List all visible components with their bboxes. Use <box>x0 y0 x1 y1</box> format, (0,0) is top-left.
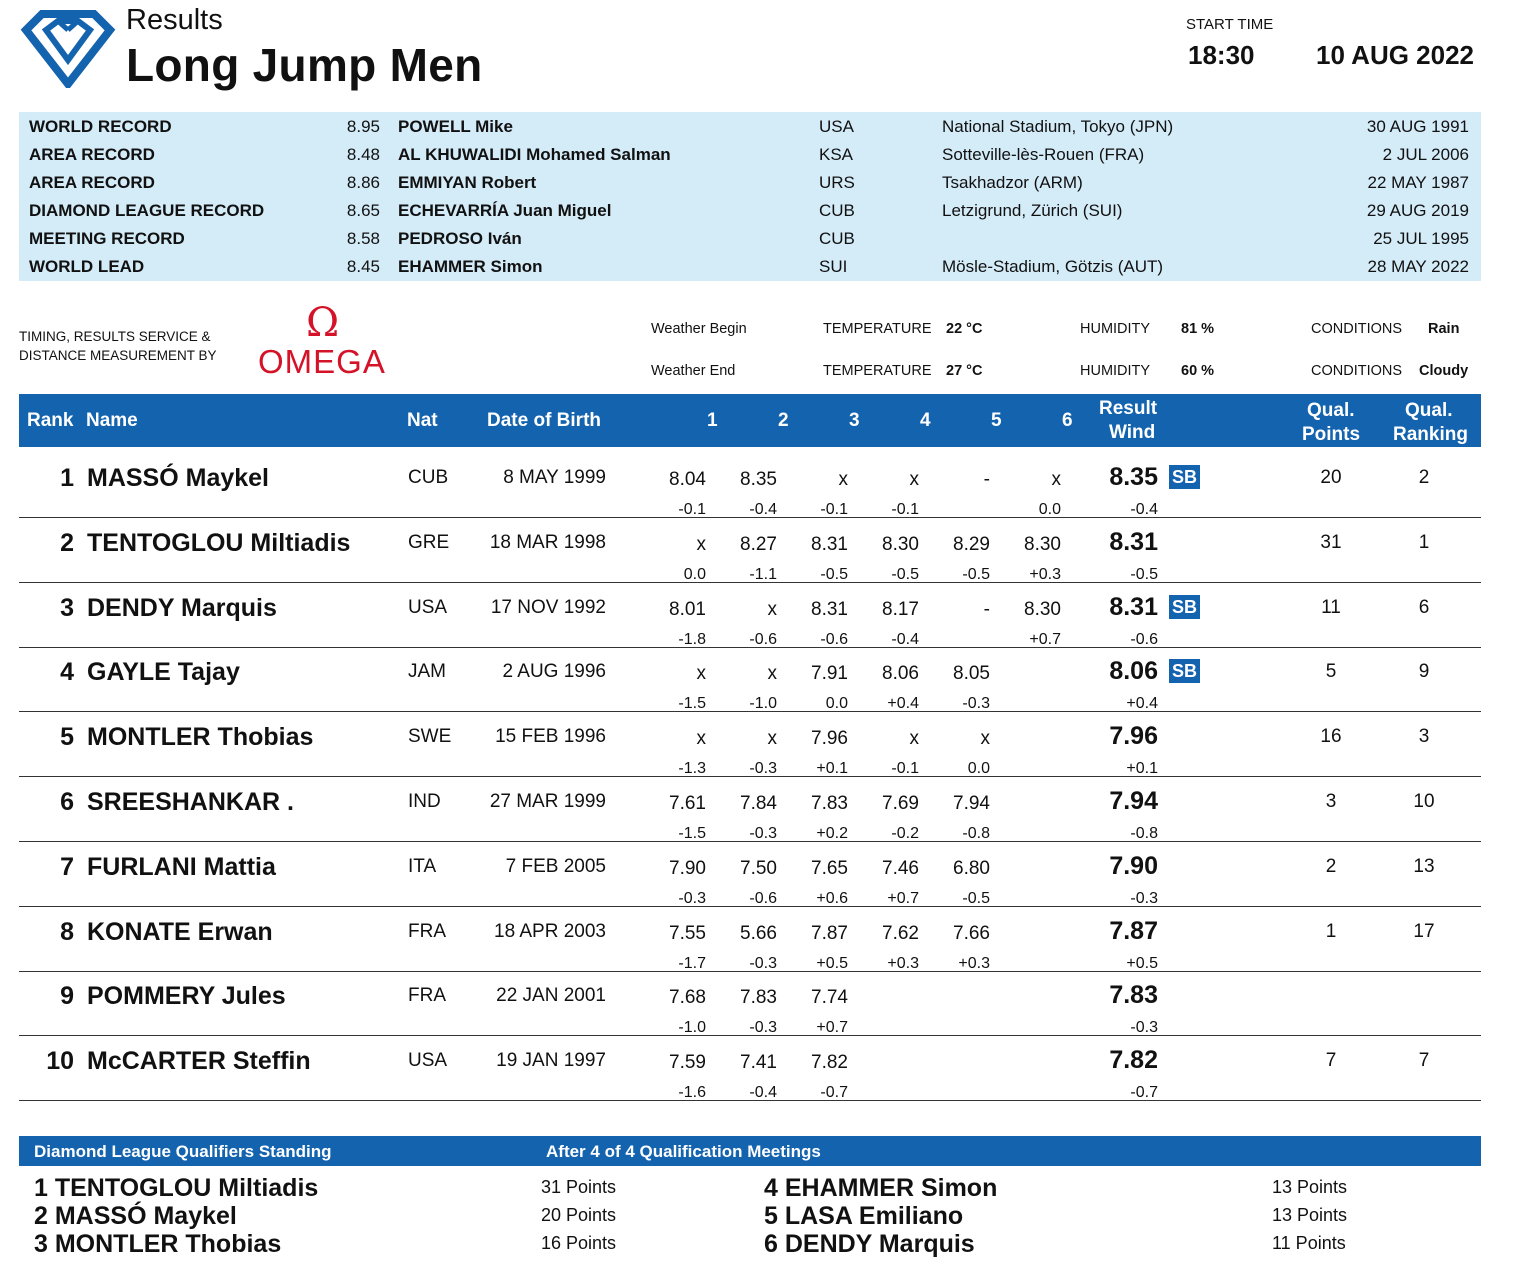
qual-points: 1 <box>1325 920 1337 942</box>
start-time-label: START TIME <box>1186 16 1274 33</box>
attempt-5: - <box>983 469 990 490</box>
attempt-wind-5: -0.8 <box>962 825 990 842</box>
table-row <box>19 842 1481 907</box>
attempt-2: 7.50 <box>740 857 777 879</box>
attempt-wind-2: -0.3 <box>749 760 777 778</box>
result-wind: -0.5 <box>1130 565 1158 583</box>
attempt-2: 7.84 <box>740 793 777 814</box>
athlete-rank: 4 <box>60 658 74 687</box>
qual-points: 11 <box>1321 596 1341 618</box>
record-mark: 8.86 <box>346 173 380 192</box>
table-row <box>19 453 1481 518</box>
attempt-wind-3: -0.1 <box>820 501 848 518</box>
record-mark: 8.58 <box>346 229 380 248</box>
qual-ranking: 2 <box>1418 467 1430 488</box>
attempt-3: 8.31 <box>811 598 848 620</box>
result-mark: 7.87 <box>1109 916 1158 945</box>
record-row <box>19 140 1481 168</box>
attempt-1: 8.01 <box>669 598 706 620</box>
event-date: 10 AUG 2022 <box>1316 40 1475 70</box>
record-date: 22 MAY 1987 <box>1367 173 1469 192</box>
qual-ranking: 1 <box>1418 531 1430 553</box>
weather-begin-temp-label: TEMPERATURE <box>823 321 932 337</box>
attempt-wind-3: +0.1 <box>816 760 848 778</box>
col-rank: Rank <box>27 410 74 431</box>
weather-end-conditions-label: CONDITIONS <box>1311 363 1403 379</box>
result-mark: 8.35 <box>1109 463 1158 491</box>
attempt-3: 8.31 <box>811 533 848 555</box>
standings-name: 6 DENDY Marquis <box>764 1230 975 1258</box>
attempt-wind-2: -0.4 <box>749 1084 777 1102</box>
standings-points: 20 Points <box>541 1205 617 1225</box>
record-venue: Tsakhadzor (ARM) <box>942 173 1083 192</box>
record-holder: EHAMMER Simon <box>398 257 543 276</box>
page-header <box>0 0 1536 110</box>
table-row <box>19 777 1481 842</box>
event-title: Long Jump Men <box>126 39 483 91</box>
attempt-wind-2: -0.3 <box>749 1019 777 1037</box>
record-type: MEETING RECORD <box>29 229 185 248</box>
attempt-5: 7.94 <box>953 793 990 814</box>
record-nat: KSA <box>819 145 854 164</box>
table-row <box>19 583 1481 648</box>
attempt-5: 6.80 <box>953 857 990 879</box>
attempt-5: x <box>980 728 990 750</box>
attempt-wind-6: +0.3 <box>1029 565 1061 583</box>
record-holder: EMMIYAN Robert <box>398 173 537 192</box>
standings-subtitle: After 4 of 4 Qualification Meetings <box>546 1142 821 1161</box>
athlete-name: MONTLER Thobias <box>87 723 314 752</box>
attempt-4: 8.17 <box>882 598 919 620</box>
attempt-1: 8.04 <box>669 469 706 490</box>
standings-points: 16 Points <box>541 1233 617 1253</box>
attempt-6: 8.30 <box>1024 533 1061 555</box>
attempt-3: 7.74 <box>811 987 848 1009</box>
record-venue: National Stadium, Tokyo (JPN) <box>942 117 1174 136</box>
attempt-wind-3: -0.7 <box>820 1084 848 1102</box>
result-mark: 8.31 <box>1109 527 1158 556</box>
attempt-wind-2: -1.1 <box>749 565 777 583</box>
attempt-2: 8.27 <box>740 533 777 555</box>
result-wind: -0.4 <box>1130 501 1158 518</box>
timing-line-2: DISTANCE MEASUREMENT BY <box>19 348 217 363</box>
attempt-wind-6: +0.7 <box>1029 630 1061 648</box>
record-nat: URS <box>819 173 855 192</box>
attempt-2: 8.35 <box>740 469 777 490</box>
record-venue: Letzigrund, Zürich (SUI) <box>942 201 1123 220</box>
attempt-3: 7.87 <box>811 922 848 944</box>
weather-end-conditions: Cloudy <box>1419 363 1469 379</box>
result-wind: -0.3 <box>1130 889 1158 907</box>
table-row <box>19 518 1481 583</box>
attempt-6: x <box>1051 469 1061 490</box>
attempt-2: 7.41 <box>740 1052 777 1074</box>
weather-begin-label: Weather Begin <box>651 321 747 337</box>
attempt-wind-2: -0.4 <box>749 501 777 518</box>
athlete-dob: 22 JAN 2001 <box>496 985 606 1007</box>
attempt-wind-5: +0.3 <box>958 954 990 972</box>
weather-begin-humidity: 81 % <box>1181 321 1215 337</box>
record-mark: 8.95 <box>346 117 380 136</box>
attempt-wind-1: -1.8 <box>678 630 706 648</box>
attempt-4: 7.69 <box>882 793 919 814</box>
attempt-wind-4: +0.3 <box>887 954 919 972</box>
attempt-wind-2: -1.0 <box>749 695 777 713</box>
weather-end-humidity: 60 % <box>1181 363 1215 379</box>
attempt-wind-6: 0.0 <box>1038 501 1061 518</box>
col-name: Name <box>86 410 138 431</box>
athlete-dob: 8 MAY 1999 <box>503 467 606 488</box>
athlete-dob: 18 APR 2003 <box>494 920 606 942</box>
standings-title: Diamond League Qualifiers Standing <box>34 1142 332 1161</box>
attempt-3: 7.96 <box>811 728 848 750</box>
record-type: WORLD LEAD <box>29 257 145 276</box>
qual-points: 5 <box>1325 661 1337 683</box>
athlete-rank: 8 <box>60 917 74 946</box>
athlete-rank: 6 <box>60 788 74 816</box>
result-mark: 7.90 <box>1109 851 1158 880</box>
record-nat: CUB <box>819 229 855 248</box>
athlete-dob: 7 FEB 2005 <box>505 855 606 877</box>
col-attempt-2: 2 <box>778 410 789 431</box>
attempt-wind-3: +0.5 <box>816 954 848 972</box>
timing-line-1: TIMING, RESULTS SERVICE & <box>19 329 211 344</box>
weather-begin-conditions: Rain <box>1428 321 1460 337</box>
record-date: 2 JUL 2006 <box>1382 145 1469 164</box>
athlete-name: TENTOGLOU Miltiadis <box>87 528 351 557</box>
attempt-1: x <box>696 533 706 555</box>
attempt-wind-4: -0.1 <box>891 501 919 518</box>
qual-ranking: 17 <box>1413 920 1435 942</box>
athlete-name: SREESHANKAR . <box>87 788 294 816</box>
result-mark: 8.31 <box>1109 592 1158 621</box>
col-nat: Nat <box>407 410 438 431</box>
attempt-wind-1: -1.7 <box>678 954 706 972</box>
results-table-header <box>19 394 1481 447</box>
athlete-nat: JAM <box>408 661 446 683</box>
season-best-badge: SB <box>1169 465 1200 489</box>
attempt-wind-3: -0.6 <box>820 630 848 648</box>
record-date: 29 AUG 2019 <box>1366 201 1469 220</box>
athlete-nat: FRA <box>408 920 446 942</box>
attempt-wind-4: +0.4 <box>887 695 919 713</box>
attempt-1: x <box>696 728 706 750</box>
omega-symbol-icon: Ω <box>306 300 340 346</box>
athlete-rank: 10 <box>46 1047 74 1076</box>
weather-end-temp-label: TEMPERATURE <box>823 363 932 379</box>
diamond-league-logo-icon <box>20 8 116 88</box>
col-attempt-1: 1 <box>707 410 718 431</box>
records-table <box>19 112 1481 281</box>
attempt-5: - <box>983 598 990 620</box>
col-attempt-3: 3 <box>849 410 860 431</box>
attempt-3: 7.65 <box>811 857 848 879</box>
athlete-name: DENDY Marquis <box>87 593 277 622</box>
attempt-wind-4: -0.4 <box>891 630 919 648</box>
athlete-rank: 7 <box>60 852 74 881</box>
result-wind: -0.8 <box>1130 825 1158 842</box>
athlete-rank: 1 <box>60 464 74 492</box>
athlete-nat: ITA <box>408 855 437 877</box>
attempt-wind-5: -0.5 <box>962 889 990 907</box>
col-attempt-6: 6 <box>1062 410 1073 431</box>
athlete-name: McCARTER Steffin <box>87 1047 311 1076</box>
attempt-1: 7.55 <box>669 922 706 944</box>
attempt-wind-3: 0.0 <box>825 695 848 713</box>
record-holder: POWELL Mike <box>398 117 513 136</box>
attempt-2: x <box>767 663 777 685</box>
table-row <box>19 971 1481 1036</box>
attempt-wind-5: -0.3 <box>962 695 990 713</box>
athlete-name: POMMERY Jules <box>87 982 286 1011</box>
attempt-wind-2: -0.3 <box>749 954 777 972</box>
record-nat: CUB <box>819 201 855 220</box>
athlete-dob: 18 MAR 1998 <box>489 531 606 553</box>
attempt-4: x <box>909 728 919 750</box>
result-mark: 7.82 <box>1109 1046 1158 1075</box>
result-wind: +0.5 <box>1126 954 1158 972</box>
attempt-wind-3: +0.2 <box>816 825 848 842</box>
athlete-dob: 27 MAR 1999 <box>489 791 606 812</box>
record-type: DIAMOND LEAGUE RECORD <box>29 201 265 220</box>
attempt-wind-4: +0.7 <box>887 889 919 907</box>
athlete-dob: 2 AUG 1996 <box>502 661 606 683</box>
standings-name: 2 MASSÓ Maykel <box>34 1202 237 1230</box>
record-row <box>19 112 1481 140</box>
qual-ranking: 7 <box>1418 1050 1430 1072</box>
standings-name: 3 MONTLER Thobias <box>34 1230 282 1258</box>
record-holder: PEDROSO Iván <box>398 229 522 248</box>
season-best-badge: SB <box>1169 659 1200 683</box>
attempt-wind-1: -1.3 <box>678 760 706 778</box>
attempt-4: 7.62 <box>882 922 919 944</box>
athlete-nat: USA <box>408 1050 448 1072</box>
col-result: Result <box>1099 398 1158 419</box>
timing-credit <box>19 327 217 365</box>
attempt-3: x <box>838 469 848 490</box>
athlete-nat: SWE <box>408 726 452 748</box>
attempt-3: 7.82 <box>811 1052 848 1074</box>
attempt-2: 7.83 <box>740 987 777 1009</box>
col-attempt-5: 5 <box>991 410 1002 431</box>
col-attempt-4: 4 <box>920 410 931 431</box>
record-row <box>19 224 1481 252</box>
weather-begin-humidity-label: HUMIDITY <box>1080 321 1151 337</box>
attempt-4: x <box>909 469 919 490</box>
result-mark: 7.83 <box>1109 981 1158 1010</box>
record-mark: 8.48 <box>346 145 380 164</box>
attempt-wind-4: -0.1 <box>891 760 919 778</box>
result-wind: -0.3 <box>1130 1019 1158 1037</box>
record-row <box>19 252 1481 280</box>
record-date: 30 AUG 1991 <box>1366 117 1469 136</box>
athlete-rank: 3 <box>60 593 74 622</box>
attempt-wind-1: 0.0 <box>683 565 706 583</box>
athlete-nat: FRA <box>408 985 446 1007</box>
attempt-wind-4: -0.5 <box>891 565 919 583</box>
attempt-6: 8.30 <box>1024 598 1061 620</box>
attempt-wind-5: 0.0 <box>967 760 990 778</box>
col-wind: Wind <box>1109 422 1156 443</box>
attempt-1: 7.59 <box>669 1052 706 1074</box>
qual-ranking: 6 <box>1418 596 1430 618</box>
table-row <box>19 712 1481 777</box>
attempt-wind-3: +0.7 <box>816 1019 848 1037</box>
athlete-rank: 5 <box>60 723 74 752</box>
attempt-2: 5.66 <box>740 922 777 944</box>
weather-end-temp: 27 °C <box>946 363 983 379</box>
standings-points: 11 Points <box>1272 1233 1346 1253</box>
result-mark: 8.06 <box>1109 657 1158 686</box>
result-wind: +0.4 <box>1126 695 1158 713</box>
attempt-wind-4: -0.2 <box>891 825 919 842</box>
record-nat: USA <box>819 117 854 136</box>
attempt-wind-1: -1.6 <box>678 1084 706 1102</box>
attempt-wind-2: -0.6 <box>749 630 777 648</box>
result-wind: -0.6 <box>1130 630 1158 648</box>
standings-name: 5 LASA Emiliano <box>764 1202 964 1230</box>
weather-end-label: Weather End <box>651 363 736 379</box>
attempt-5: 8.05 <box>953 663 990 685</box>
results-label: Results <box>126 4 223 36</box>
athlete-name: GAYLE Tajay <box>87 658 240 687</box>
attempt-wind-5: -0.5 <box>962 565 990 583</box>
attempt-wind-1: -0.3 <box>678 889 706 907</box>
record-holder: AL KHUWALIDI Mohamed Salman <box>398 145 671 164</box>
qual-points: 2 <box>1325 855 1337 877</box>
attempt-1: 7.90 <box>669 857 706 879</box>
col-qual-points-2: Points <box>1302 424 1361 445</box>
athlete-nat: USA <box>408 596 448 618</box>
athlete-nat: GRE <box>408 531 450 553</box>
result-mark: 7.94 <box>1109 787 1158 815</box>
athlete-rank: 2 <box>60 528 74 557</box>
attempt-4: 8.30 <box>882 533 919 555</box>
attempt-wind-1: -1.5 <box>678 825 706 842</box>
record-type: AREA RECORD <box>29 145 155 164</box>
record-mark: 8.65 <box>346 201 380 220</box>
standings-points: 13 Points <box>1272 1177 1348 1197</box>
attempt-wind-3: -0.5 <box>820 565 848 583</box>
attempt-wind-1: -1.5 <box>678 695 706 713</box>
record-row <box>19 196 1481 224</box>
attempt-4: 8.06 <box>882 663 919 685</box>
athlete-dob: 17 NOV 1992 <box>490 596 606 618</box>
attempt-1: 7.68 <box>669 987 706 1009</box>
result-wind: +0.1 <box>1126 760 1158 778</box>
record-row <box>19 168 1481 196</box>
standings-points: 13 Points <box>1272 1205 1348 1225</box>
record-type: WORLD RECORD <box>29 117 172 136</box>
qual-ranking: 3 <box>1418 726 1430 748</box>
omega-logo-text: OMEGA <box>258 343 386 380</box>
start-time: 18:30 <box>1188 40 1255 70</box>
table-row <box>19 907 1481 972</box>
attempt-wind-2: -0.6 <box>749 889 777 907</box>
record-holder: ECHEVARRÍA Juan Miguel <box>398 201 612 220</box>
record-mark: 8.45 <box>346 257 380 276</box>
record-type: AREA RECORD <box>29 173 155 192</box>
col-dob: Date of Birth <box>487 410 601 431</box>
qual-points: 7 <box>1325 1050 1337 1072</box>
qual-points: 31 <box>1320 531 1342 553</box>
record-date: 28 MAY 2022 <box>1367 257 1469 276</box>
attempt-5: 7.66 <box>953 922 990 944</box>
qual-ranking: 10 <box>1413 791 1435 812</box>
record-venue: Mösle-Stadium, Götzis (AUT) <box>942 257 1164 276</box>
qual-points: 3 <box>1325 791 1337 812</box>
attempt-3: 7.91 <box>811 663 848 685</box>
athlete-nat: CUB <box>408 467 449 488</box>
attempt-wind-1: -0.1 <box>678 501 706 518</box>
attempt-wind-1: -1.0 <box>678 1019 706 1037</box>
attempt-2: x <box>767 598 777 620</box>
athlete-name: MASSÓ Maykel <box>87 464 270 492</box>
athlete-nat: IND <box>408 791 441 812</box>
standings-name: 1 TENTOGLOU Miltiadis <box>34 1174 319 1202</box>
standings-name: 4 EHAMMER Simon <box>764 1174 998 1202</box>
col-qual-ranking-2: Ranking <box>1393 424 1468 445</box>
attempt-5: 8.29 <box>953 533 990 555</box>
standings-header <box>19 1136 1481 1166</box>
attempt-3: 7.83 <box>811 793 848 814</box>
record-nat: SUI <box>819 257 848 276</box>
result-wind: -0.7 <box>1130 1084 1158 1102</box>
athlete-dob: 15 FEB 1996 <box>495 726 606 748</box>
attempt-1: 7.61 <box>669 793 706 814</box>
standings-points: 31 Points <box>541 1177 617 1197</box>
weather-begin-temp: 22 °C <box>946 321 983 337</box>
record-venue: Sotteville-lès-Rouen (FRA) <box>942 145 1145 164</box>
attempt-wind-2: -0.3 <box>749 825 777 842</box>
table-row <box>19 647 1481 712</box>
qual-points: 20 <box>1320 467 1342 488</box>
attempt-4: 7.46 <box>882 857 919 879</box>
athlete-dob: 19 JAN 1997 <box>496 1050 606 1072</box>
record-date: 25 JUL 1995 <box>1373 229 1469 248</box>
qual-ranking: 13 <box>1413 855 1435 877</box>
weather-begin-conditions-label: CONDITIONS <box>1311 321 1403 337</box>
table-row <box>19 1036 1481 1101</box>
qual-points: 16 <box>1320 726 1342 748</box>
athlete-rank: 9 <box>60 982 74 1011</box>
athlete-name: KONATE Erwan <box>87 917 273 946</box>
col-qual-points-1: Qual. <box>1307 400 1355 421</box>
athlete-name: FURLANI Mattia <box>87 852 276 881</box>
result-mark: 7.96 <box>1109 722 1158 751</box>
col-qual-ranking-1: Qual. <box>1405 400 1453 421</box>
attempt-wind-3: +0.6 <box>816 889 848 907</box>
attempt-1: x <box>696 663 706 685</box>
season-best-badge: SB <box>1169 595 1200 619</box>
weather-end-humidity-label: HUMIDITY <box>1080 363 1151 379</box>
qual-ranking: 9 <box>1418 661 1430 683</box>
attempt-2: x <box>767 728 777 750</box>
